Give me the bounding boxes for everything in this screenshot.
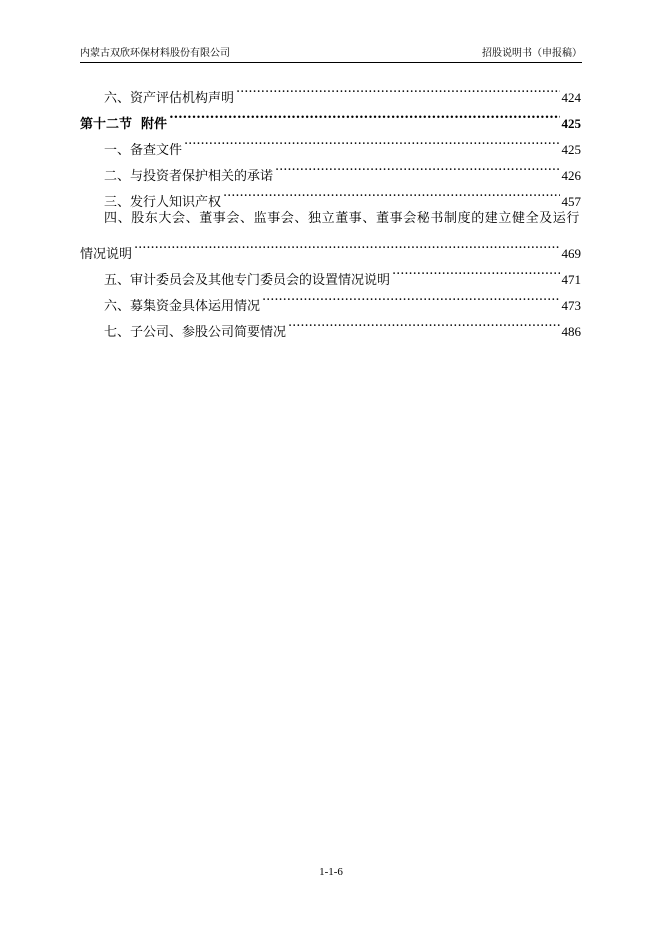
header-doc-type: 招股说明书（申报稿）: [482, 48, 582, 59]
toc-leader-dots: [275, 154, 559, 180]
toc-entry[interactable]: [80, 258, 581, 288]
toc-entry-title: 四、股东大会、董事会、监事会、独立董事、董事会秘书制度的建立健全及运行: [104, 211, 581, 226]
toc-entry-page: 424: [561, 90, 581, 105]
toc-leader-dots: [262, 284, 559, 310]
toc-leader-dots: [392, 258, 559, 284]
toc-entry-line1[interactable]: [80, 206, 581, 232]
table-of-contents: [80, 76, 581, 340]
toc-leader-dots: [134, 232, 559, 258]
toc-entry-title: 六、募集资金具体运用情况: [104, 299, 261, 314]
toc-entry-page: 425: [561, 116, 581, 131]
toc-entry-line2[interactable]: [80, 232, 581, 262]
toc-entry-title: 第十二节 附件: [80, 117, 168, 132]
page-number: 1-1-6: [319, 866, 343, 878]
toc-entry-page: 471: [561, 272, 581, 287]
toc-entry-title: 五、审计委员会及其他专门委员会的设置情况说明: [104, 273, 391, 288]
header-company: 内蒙古双欣环保材料股份有限公司: [80, 48, 230, 59]
toc-entry-page: 469: [561, 246, 581, 261]
toc-entry-page: 457: [561, 194, 581, 209]
toc-entry-title: 二、与投资者保护相关的承诺: [104, 169, 274, 184]
toc-entry-title: 七、子公司、参股公司简要情况: [104, 325, 287, 340]
page-header: [80, 46, 582, 63]
toc-leader-dots: [236, 76, 559, 102]
toc-entry[interactable]: [80, 76, 581, 106]
toc-leader-dots: [223, 180, 559, 206]
toc-entry-page: 473: [561, 298, 581, 313]
toc-leader-dots: [169, 102, 559, 128]
toc-leader-dots: [288, 310, 559, 336]
toc-leader-dots: [184, 128, 559, 154]
toc-entry-title: 三、发行人知识产权: [104, 195, 222, 210]
toc-entry-title-continued: 情况说明: [80, 247, 133, 262]
toc-entry-title: 一、备查文件: [104, 143, 183, 158]
toc-entry-title: 六、资产评估机构声明: [104, 91, 235, 106]
toc-entry-page: 486: [561, 324, 581, 339]
toc-entry-page: 425: [561, 142, 581, 157]
toc-entry-page: 426: [561, 168, 581, 183]
